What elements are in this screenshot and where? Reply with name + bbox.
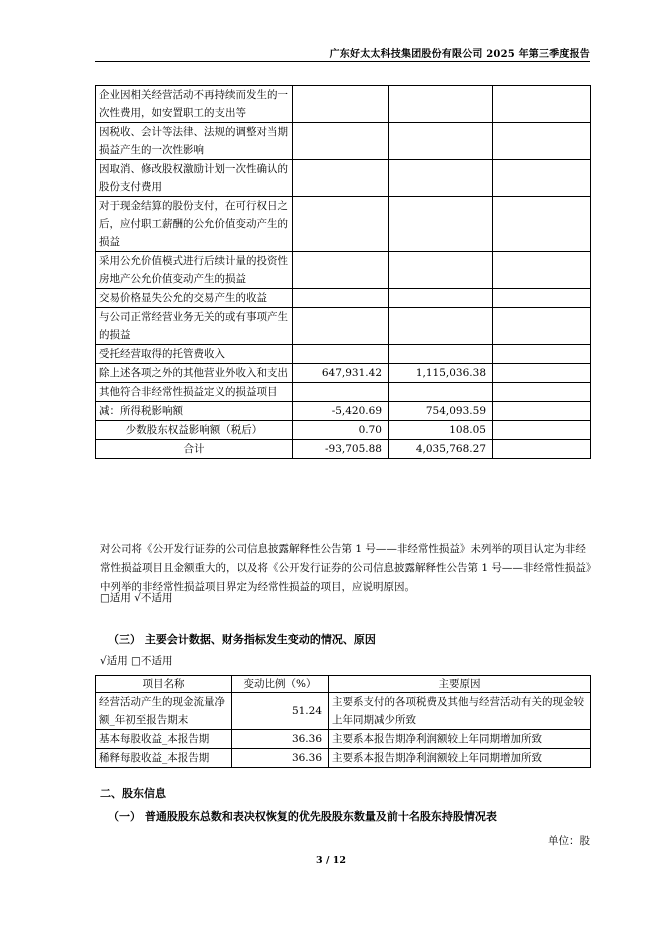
table-row — [96, 252, 591, 289]
table-row — [96, 123, 591, 160]
note-cell — [493, 402, 591, 421]
item-cell: 因取消、修改股权激励计划一次性确认的股份支付费用 — [96, 160, 293, 197]
table-row — [96, 289, 591, 308]
note-cell — [493, 252, 591, 289]
item-cell: 其他符合非经常性损益定义的损益项目 — [96, 383, 293, 402]
table-row — [96, 197, 591, 252]
note-cell — [493, 289, 591, 308]
amount-quarter-cell — [293, 289, 389, 308]
table-row — [96, 383, 591, 402]
applicability-checkbox-1[interactable]: □适用 √不适用 — [100, 592, 173, 604]
amount-ytd-cell: 4,035,768.27 — [389, 440, 493, 459]
item-name-cell: 稀释每股收益_本报告期 — [96, 749, 232, 768]
note-cell — [493, 86, 591, 123]
section-2-1-title: （一） 普通股股东总数和表决权恢复的优先股股东数量及前十名股东持股情况表 — [108, 810, 497, 823]
item-name-cell: 经营活动产生的现金流量净额_年初至报告期末 — [96, 693, 232, 730]
table-header-row — [96, 676, 591, 693]
table-row — [96, 345, 591, 364]
table-row — [96, 86, 591, 123]
amount-ytd-cell — [389, 345, 493, 364]
note-cell — [493, 160, 591, 197]
main-reason-cell: 主要系本报告期净利润额较上年同期增加所致 — [329, 749, 591, 768]
amount-quarter-cell: -93,705.88 — [293, 440, 389, 459]
amount-quarter-cell — [293, 86, 389, 123]
table-row — [96, 308, 591, 345]
amount-quarter-cell: 0.70 — [293, 421, 389, 440]
change-ratio-cell: 36.36 — [232, 749, 329, 768]
amount-quarter-cell: 647,931.42 — [293, 364, 389, 383]
amount-quarter-cell — [293, 252, 389, 289]
amount-ytd-cell — [389, 197, 493, 252]
nonrecurring-items-table — [95, 85, 591, 459]
note-cell — [493, 440, 591, 459]
explanation-paragraph: 对公司将《公开发行证券的公司信息披露解释性公告第 1 号——非经常性损益》未列举的项目认定为非经常性损益项目且金额重大的，以及将《公开发行证券的公司信息披露解释性公告第 1 号——非经常性损益》中列举的非经常性损益项目界定为经常性损益的项目，应说明原因。 — [100, 543, 592, 593]
table-row — [96, 160, 591, 197]
item-cell: 合计 — [96, 440, 293, 459]
amount-quarter-cell — [293, 345, 389, 364]
table-row — [96, 749, 591, 768]
amount-ytd-cell: 754,093.59 — [389, 402, 493, 421]
table-row — [96, 440, 591, 459]
unit-label: 单位：股 — [548, 835, 590, 847]
key-changes-table — [95, 675, 591, 768]
item-cell: 受托经营取得的托管费收入 — [96, 345, 293, 364]
page-number: 3 / 12 — [316, 855, 346, 866]
item-cell: 除上述各项之外的其他营业外收入和支出 — [96, 364, 293, 383]
note-cell — [493, 123, 591, 160]
item-cell: 企业因相关经营活动不再持续而发生的一次性费用，如安置职工的支出等 — [96, 86, 293, 123]
amount-quarter-cell — [293, 383, 389, 402]
section-3-title: （三） 主要会计数据、财务指标发生变动的情况、原因 — [108, 633, 376, 646]
item-name-cell: 基本每股收益_本报告期 — [96, 730, 232, 749]
note-cell — [493, 345, 591, 364]
item-cell: 采用公允价值模式进行后续计量的投资性房地产公允价值变动产生的损益 — [96, 252, 293, 289]
change-ratio-cell: 36.36 — [232, 730, 329, 749]
amount-ytd-cell — [389, 289, 493, 308]
item-cell: 对于现金结算的股份支付，在可行权日之后，应付职工薪酬的公允价值变动产生的损益 — [96, 197, 293, 252]
table-row — [96, 402, 591, 421]
amount-quarter-cell — [293, 308, 389, 345]
column-header-reason: 主要原因 — [329, 676, 591, 693]
header-divider — [95, 61, 590, 62]
main-reason-cell: 主要系支付的各项税费及其他与经营活动有关的现金较上年同期减少所致 — [329, 693, 591, 730]
table-row — [96, 364, 591, 383]
item-cell: 与公司正常经营业务无关的或有事项产生的损益 — [96, 308, 293, 345]
amount-ytd-cell — [389, 252, 493, 289]
note-cell — [493, 308, 591, 345]
section-2-title: 二、股东信息 — [100, 787, 166, 800]
amount-ytd-cell — [389, 383, 493, 402]
column-header-ratio: 变动比例（%） — [232, 676, 329, 693]
amount-ytd-cell: 108.05 — [389, 421, 493, 440]
change-ratio-cell: 51.24 — [232, 693, 329, 730]
table-row — [96, 421, 591, 440]
amount-ytd-cell: 1,115,036.38 — [389, 364, 493, 383]
note-cell — [493, 364, 591, 383]
amount-quarter-cell — [293, 160, 389, 197]
amount-ytd-cell — [389, 160, 493, 197]
applicability-checkbox-2[interactable]: √适用 □不适用 — [100, 655, 173, 667]
amount-quarter-cell — [293, 197, 389, 252]
amount-ytd-cell — [389, 123, 493, 160]
amount-ytd-cell — [389, 86, 493, 123]
table-row — [96, 730, 591, 749]
main-reason-cell: 主要系本报告期净利润额较上年同期增加所致 — [329, 730, 591, 749]
report-header: 广东好太太科技集团股份有限公司 2025 年第三季度报告 — [329, 49, 590, 60]
item-cell: 减：所得税影响额 — [96, 402, 293, 421]
note-cell — [493, 383, 591, 402]
item-cell: 交易价格显失公允的交易产生的收益 — [96, 289, 293, 308]
amount-quarter-cell: -5,420.69 — [293, 402, 389, 421]
note-cell — [493, 421, 591, 440]
item-cell: 少数股东权益影响额（税后） — [96, 421, 293, 440]
table-row — [96, 693, 591, 730]
amount-ytd-cell — [389, 308, 493, 345]
item-cell: 因税收、会计等法律、法规的调整对当期损益产生的一次性影响 — [96, 123, 293, 160]
column-header-item: 项目名称 — [96, 676, 232, 693]
amount-quarter-cell — [293, 123, 389, 160]
note-cell — [493, 197, 591, 252]
